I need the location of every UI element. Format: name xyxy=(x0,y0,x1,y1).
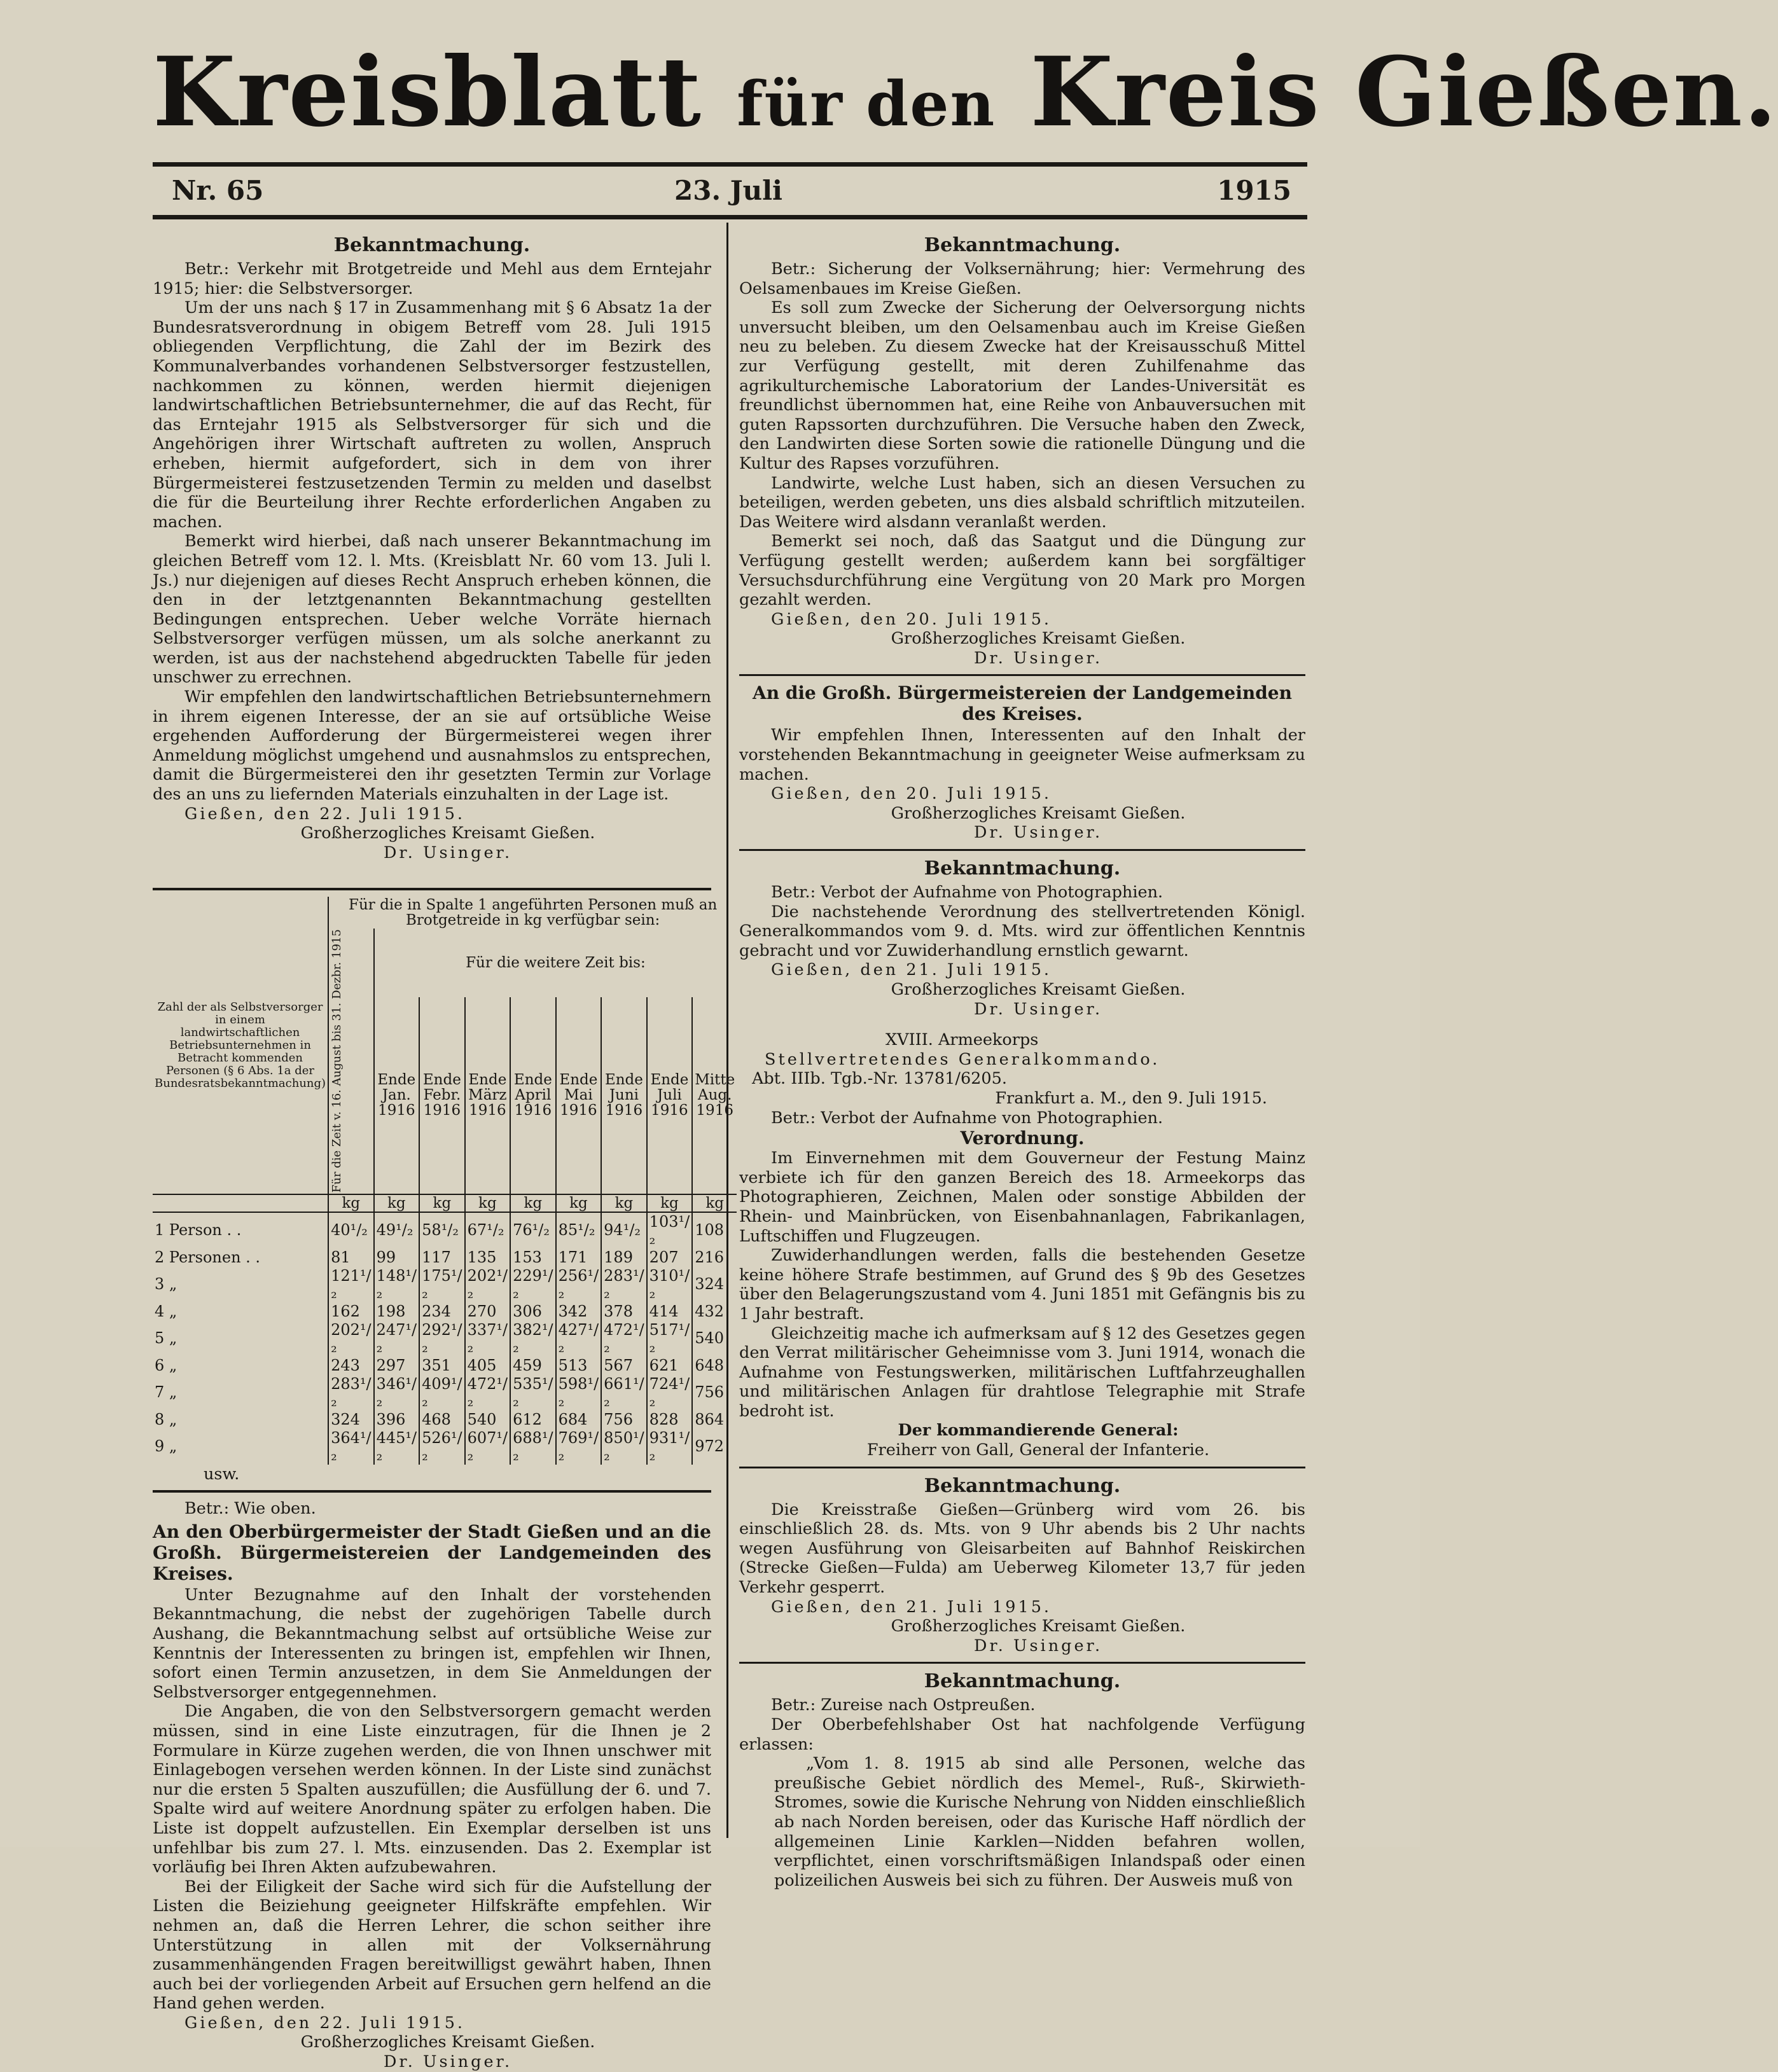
article-heading: Bekanntmachung. xyxy=(924,857,1121,880)
table-month-header: Ende Febr. 1916 xyxy=(419,997,465,1194)
table-row xyxy=(153,1302,737,1321)
table-cell: 351 xyxy=(419,1357,465,1375)
article-paragraph: Die Angaben, die von den Selbstversorgern gemacht werden müssen, sind in eine Liste einzutragen, für die Ihnen je 2 Formulare in Kürze zugehen werden, die von Ihnen unschwer mit Einlagebogen versehen werden können. In der Liste sind zunächst nur die ersten 5 Spalten auszufüllen; die Ausfüllung der 6. und 7. Spalte wird auf weitere Anordnung später zu erfolgen haben. Die Liste ist doppelt aufzustellen. Ein Exemplar derselben ist uns unfehlbar bis zum 27. l. Mts. einzusenden. Das 2. Exemplar ist vorläufig bei Ihren Akten aufzubewahren. xyxy=(153,1702,711,1877)
table-cell: 162 xyxy=(328,1302,374,1321)
dateline xyxy=(172,175,1291,213)
table-cell: 297 xyxy=(374,1357,420,1375)
masthead-rule-bottom xyxy=(153,215,1307,219)
article-place-date: Gießen, den 21. Juli 1915. xyxy=(771,1597,1052,1617)
article-signature: Dr. Usinger. xyxy=(973,1636,1103,1655)
table-cell: 567 xyxy=(601,1357,647,1375)
table-cell: 229¹/₂ xyxy=(510,1267,556,1302)
article-office: Großherzogliches Kreisamt Gießen. xyxy=(891,980,1186,999)
table-row-label: 7 „ xyxy=(153,1375,328,1411)
article-office: Großherzogliches Kreisamt Gießen. xyxy=(891,1617,1186,1636)
table-cell: 243 xyxy=(328,1357,374,1375)
command-reference: Abt. IIIb. Tgb.-Nr. 13781/6205. xyxy=(752,1069,1007,1089)
table-unit: kg xyxy=(705,1194,725,1212)
table-cell: 459 xyxy=(510,1357,556,1375)
table-cell: 517¹/₂ xyxy=(647,1321,693,1357)
article-paragraph: Gleichzeitig mache ich aufmerksam auf § 12 des Gesetzes gegen den Verrat militärischer Geheimnisse vom 3. Juni 1914, wonach die Aufnahme von Festungswerken, militärischen Luftfahrzeughallen und militärischen Anlagen für drahtlose Telegraphie mit Strafe bedroht ist. xyxy=(739,1323,1305,1421)
article-subject: Betr.: Sicherung der Volksernährung; hier: Vermehrung des Oelsamenbaues im Kreise Gießen. xyxy=(739,259,1305,298)
table-cell: 661¹/₂ xyxy=(601,1375,647,1411)
article-paragraph: Um der uns nach § 17 in Zusammenhang mit § 6 Absatz 1a der Bundesratsverordnung in obigem Betreff vom 28. Juli 1915 obliegenden Verpflichtung, die Zahl der im Bezirk des Kommunalverbandes vorhandenen Selbstversorger festzustellen, nachkommen zu können, werden hiermit diejenigen landwirtschaftlichen Betriebsunternehmer, die auf das Recht, für das Erntejahr 1915 als Selbstversorger für sich und die Angehörigen ihrer Wirtschaft auftreten zu wollen, Anspruch erheben, hiermit aufgefordert, sich in dem von ihrer Bürgermeisterei festzusetzenden Termin zu melden und daselbst die für die Beurteilung ihrer Rechte erforderlichen Angaben zu machen. xyxy=(153,298,711,532)
article-paragraph: Die nachstehende Verordnung des stellvertretenden Königl. Generalkommandos vom 9. d. Mts. wird zur öffentlichen Kenntnis gebracht und vor Zuwiderhandlung ernstlich gewarnt. xyxy=(739,902,1305,960)
article-heading: Bekanntmachung. xyxy=(924,1670,1121,1693)
table-cell: 310¹/₂ xyxy=(647,1267,693,1302)
table-row xyxy=(153,1248,737,1267)
article-subject: Betr.: Verbot der Aufnahme von Photographien. xyxy=(771,883,1163,902)
table-month-header: Ende Juni 1916 xyxy=(601,997,647,1194)
issue-date: 23. Juli xyxy=(674,175,783,206)
table-cell: 85¹/₂ xyxy=(556,1212,602,1248)
table-cell: 828 xyxy=(647,1411,693,1429)
table-sub-header: Für die weitere Zeit bis: xyxy=(466,955,646,972)
table-unit: kg xyxy=(647,1194,693,1212)
table-cell: 324 xyxy=(328,1411,374,1429)
table-cell: 850¹/₂ xyxy=(601,1429,647,1465)
table-cell: 40¹/₂ xyxy=(328,1212,374,1248)
table-month-header: Ende März 1916 xyxy=(465,997,511,1194)
article-rule xyxy=(739,849,1305,851)
table-row-label: 3 „ xyxy=(153,1267,328,1302)
table-cell: 472¹/₂ xyxy=(601,1321,647,1357)
table-month-header: Mitte Aug. 1916 xyxy=(695,1072,735,1119)
table-cell: 121¹/₂ xyxy=(328,1267,374,1302)
table-cell: 256¹/₂ xyxy=(556,1267,602,1302)
table-cell: 756 xyxy=(695,1383,724,1402)
right-column xyxy=(739,230,1305,1890)
article-place-date: Gießen, den 20. Juli 1915. xyxy=(771,784,1052,804)
left-column xyxy=(153,230,735,2072)
article-office: Großherzogliches Kreisamt Gießen. xyxy=(300,2033,595,2052)
table-row-label: 4 „ xyxy=(153,1302,328,1321)
table-cell: 103¹/₂ xyxy=(647,1212,693,1248)
table-cell: 108 xyxy=(695,1221,724,1240)
command-name: Stellvertretendes Generalkommando. xyxy=(765,1049,1160,1069)
table-cell: 414 xyxy=(647,1302,693,1321)
table-row xyxy=(153,1375,737,1411)
table-cell: 283¹/₂ xyxy=(328,1375,374,1411)
command-place-date: Frankfurt a. M., den 9. Juli 1915. xyxy=(995,1088,1267,1108)
table-row-label: 1 Person . . xyxy=(153,1212,328,1248)
table-cell: 324 xyxy=(695,1275,724,1294)
table-row-label: 9 „ xyxy=(153,1429,328,1465)
table-month-header: Ende Mai 1916 xyxy=(556,997,602,1194)
article-place-date: Gießen, den 22. Juli 1915. xyxy=(184,804,466,824)
table-cell: 864 xyxy=(695,1410,724,1428)
masthead xyxy=(153,36,1778,158)
table-cell: 396 xyxy=(374,1411,420,1429)
article-paragraph: Landwirte, welche Lust haben, sich an diesen Versuchen zu beteiligen, werden gebeten, uns dies alsbald schriftlich mitzuteilen. Das Weitere wird alsdann veranlaßt werden. xyxy=(739,473,1305,532)
article-heading: An den Oberbürgermeister der Stadt Gießen und an die Großh. Bürgermeistereien der Landgemeinden des Kreises. xyxy=(153,1521,711,1584)
article-office: Großherzogliches Kreisamt Gießen. xyxy=(891,803,1186,823)
table-cell: 247¹/₂ xyxy=(374,1321,420,1357)
decree-heading: Verordnung. xyxy=(960,1128,1085,1149)
article-paragraph: Zuwiderhandlungen werden, falls die bestehenden Gesetze keine höhere Strafe bestimmen, auf Grund des § 9b des Gesetzes über den Belagerungszustand vom 4. Juni 1851 mit Gefängnis bis zu 1 Jahr bestraft. xyxy=(739,1246,1305,1323)
article-subject: Betr.: Verkehr mit Brotgetreide und Mehl aus dem Erntejahr 1915; hier: die Selbstversorger. xyxy=(153,259,711,298)
table-row xyxy=(153,1411,737,1429)
table-cell: 409¹/₂ xyxy=(419,1375,465,1411)
table-unit: kg xyxy=(419,1194,465,1212)
table-cell: 117 xyxy=(419,1248,465,1267)
article-paragraph: Der Oberbefehlshaber Ost hat nachfolgende Verfügung erlassen: xyxy=(739,1715,1305,1754)
article-paragraph: Unter Bezugnahme auf den Inhalt der vorstehenden Bekanntmachung, die nebst der zugehörigen Tabelle durch Aushang, die Bekanntmachung selbst auf ortsübliche Weise zur Kenntnis der Interessenten zu bringen ist, empfehlen wir Ihnen, sofort einen Termin anzusetzen, in dem Sie Anmeldungen der Selbstversorger entgegennehmen. xyxy=(153,1585,711,1702)
table-cell: 189 xyxy=(601,1248,647,1267)
issue-year: 1915 xyxy=(1217,175,1291,206)
article-paragraph: Bemerkt sei noch, daß das Saatgut und die Düngung zur Verfügung gestellt werden; außerdem kann bei sorgfältiger Versuchsdurchführung eine Vergütung von 20 Mark pro Morgen gezahlt werden. xyxy=(739,532,1305,610)
table-cell: 49¹/₂ xyxy=(374,1212,420,1248)
table-cell: 346¹/₂ xyxy=(374,1375,420,1411)
table-unit: kg xyxy=(601,1194,647,1212)
table-top-header: Für die in Spalte 1 angeführten Personen muß an Brotgetreide in kg verfügbar sein: xyxy=(349,897,718,929)
article-office: Großherzogliches Kreisamt Gießen. xyxy=(891,629,1186,649)
table-cell: 76¹/₂ xyxy=(510,1212,556,1248)
table-month-header: Ende Juli 1916 xyxy=(647,997,693,1194)
table-cell: 468 xyxy=(419,1411,465,1429)
table-cell: 621 xyxy=(647,1357,693,1375)
table-cell: 648 xyxy=(695,1356,724,1374)
article-heading: Bekanntmachung. xyxy=(333,234,531,256)
table-cell: 342 xyxy=(556,1302,602,1321)
article-signature: Dr. Usinger. xyxy=(383,2052,513,2072)
table-cell: 427¹/₂ xyxy=(556,1321,602,1357)
corps-name: XVIII. Armeekorps xyxy=(886,1030,1039,1050)
general-name: Freiherr von Gall, General der Infanterie. xyxy=(866,1440,1210,1460)
table-row xyxy=(153,1357,737,1375)
article-place-date: Gießen, den 22. Juli 1915. xyxy=(184,2013,466,2033)
issue-number: Nr. 65 xyxy=(172,175,264,206)
table-cell: 202¹/₂ xyxy=(465,1267,511,1302)
article-heading: Bekanntmachung. xyxy=(924,1474,1121,1497)
table-cell: 81 xyxy=(328,1248,374,1267)
grain-table xyxy=(153,897,737,1464)
article-office: Großherzogliches Kreisamt Gießen. xyxy=(300,824,595,843)
article-rule xyxy=(739,1662,1305,1664)
article-paragraph: Wir empfehlen den landwirtschaftlichen Betriebsunternehmern in ihrem eigenen Interesse, der an sie auf ortsübliche Weise ergehenden Aufforderung der Bürgermeisterei wegen ihrer Anmeldung möglichst umgehend und ausnahmslos zu entsprechen, damit die Bürgermeisterei den ihr gesetzten Termin zur Vorlage des an uns zu liefernden Materials einzuhalten in der Lage ist. xyxy=(153,687,711,805)
article-heading: Bekanntmachung. xyxy=(924,234,1121,256)
table-cell: 612 xyxy=(510,1411,556,1429)
table-cell: 769¹/₂ xyxy=(556,1429,602,1465)
table-cell: 58¹/₂ xyxy=(419,1212,465,1248)
article-quote: „Vom 1. 8. 1915 ab sind alle Personen, welche das preußische Gebiet nördlich des Memel-, Ruß-, Skirwieth-Stromes, sowie die Kurische Nehrung von Nidden einschließlich ab nach Norden bereisen, oder das Kurische Haff nördlich der allgemeinen Linie Karklen—Nidden befahren wollen, verpflichtet, einen vorschriftsmäßigen Inlandspaß oder einen polizeilichen Ausweis bei sich zu führen. Der Ausweis muß von xyxy=(774,1754,1305,1890)
table-rule-bottom xyxy=(153,1490,711,1493)
table-month-header: Ende Jan. 1916 xyxy=(374,997,420,1194)
table-cell: 382¹/₂ xyxy=(510,1321,556,1357)
table-row-label: 2 Personen . . xyxy=(153,1248,328,1267)
table-unit: kg xyxy=(374,1194,420,1212)
table-cell: 540 xyxy=(465,1411,511,1429)
table-cell: 171 xyxy=(556,1248,602,1267)
table-cell: 378 xyxy=(601,1302,647,1321)
table-unit: kg xyxy=(510,1194,556,1212)
table-row xyxy=(153,1429,737,1465)
table-col1-header: Zahl der als Selbstversorger in einem landwirtschaftlichen Betriebsunternehmen in Betracht kommenden Personen (§ 6 Abs. 1a der Bundesratsbekanntmachung) xyxy=(153,897,328,1194)
table-month-header: Ende April 1916 xyxy=(510,997,556,1194)
article-rule xyxy=(739,674,1305,676)
masthead-rule-top xyxy=(153,162,1307,167)
article-rule xyxy=(739,1467,1305,1468)
table-cell: 445¹/₂ xyxy=(374,1429,420,1465)
table-cell: 234 xyxy=(419,1302,465,1321)
masthead-title-1: Kreisblatt xyxy=(153,36,702,148)
table-cell: 135 xyxy=(465,1248,511,1267)
table-cell: 405 xyxy=(465,1357,511,1375)
table-cell: 94¹/₂ xyxy=(601,1212,647,1248)
table-cell: 283¹/₂ xyxy=(601,1267,647,1302)
table-row-label: 6 „ xyxy=(153,1357,328,1375)
article-place-date: Gießen, den 20. Juli 1915. xyxy=(771,609,1052,629)
table-cell: 598¹/₂ xyxy=(556,1375,602,1411)
table-row xyxy=(153,1267,737,1302)
table-cell: 202¹/₂ xyxy=(328,1321,374,1357)
table-cell: 198 xyxy=(374,1302,420,1321)
table-usw: usw. xyxy=(204,1464,240,1484)
table-cell: 207 xyxy=(647,1248,693,1267)
table-row xyxy=(153,1321,737,1357)
article-signature: Dr. Usinger. xyxy=(973,999,1103,1019)
article-place-date: Gießen, den 21. Juli 1915. xyxy=(771,960,1052,980)
article-paragraph: Wir empfehlen Ihnen, Interessenten auf den Inhalt der vorstehenden Bekanntmachung in geeigneter Weise aufmerksam zu machen. xyxy=(739,726,1305,784)
table-cell: 99 xyxy=(374,1248,420,1267)
article-paragraph: Im Einvernehmen mit dem Gouverneur der Festung Mainz verbiete ich für den ganzen Bereich des 18. Armeekorps das Photographieren, Zeichnen, Malen oder sonstige Abbilden der Rhein- und Mainbrücken, von Eisenbahnanlagen, Fabrikanlagen, Luftschiffen und Flugzeugen. xyxy=(739,1149,1305,1246)
table-unit: kg xyxy=(328,1194,374,1212)
table-cell: 306 xyxy=(510,1302,556,1321)
article-paragraph: Bemerkt wird hierbei, daß nach unserer Bekanntmachung im gleichen Betreff vom 12. l. Mts. (Kreisblatt Nr. 60 vom 13. Juli l. Js.) nur diejenigen auf dieses Recht Anspruch erheben können, die den in der letztgenannten Bekanntmachung gestellten Bedingungen entsprechen. Ueber welche Vorräte hiernach Selbstversorger verfügen müssen, um als solche anerkannt zu werden, ist aus der nachstehend abgedruckten Tabelle für jeden unschwer zu errechnen. xyxy=(153,532,711,687)
article-paragraph: Es soll zum Zwecke der Sicherung der Oelversorgung nichts unversucht bleiben, um den Oelsamenbau auch im Kreise Gießen neu zu beleben. Zu diesem Zwecke hat der Kreisausschuß Mittel zur Verfügung gestellt, mit deren Zuhilfenahme das agrikulturchemische Laboratorium der Landes-Universität es freundlichst übernommen hat, eine Reihe von Anbauversuchen mit guten Rapssorten durchzuführen. Die Versuche haben den Zweck, den Landwirten diese Sorten sowie die rationelle Düngung und die Kultur des Rapses vorzuführen. xyxy=(739,298,1305,473)
table-cell: 526¹/₂ xyxy=(419,1429,465,1465)
table-cell: 148¹/₂ xyxy=(374,1267,420,1302)
table-cell: 67¹/₂ xyxy=(465,1212,511,1248)
table-cell: 432 xyxy=(695,1302,724,1320)
table-cell: 292¹/₂ xyxy=(419,1321,465,1357)
table-cell: 153 xyxy=(510,1248,556,1267)
masthead-title-3: Kreis Gießen. xyxy=(1030,36,1778,148)
article-signature: Dr. Usinger. xyxy=(973,823,1103,843)
table-unit: kg xyxy=(556,1194,602,1212)
table-row xyxy=(153,1212,737,1248)
table-cell: 607¹/₂ xyxy=(465,1429,511,1465)
table-cell: 931¹/₂ xyxy=(647,1429,693,1465)
table-cell: 472¹/₂ xyxy=(465,1375,511,1411)
table-cell: 724¹/₂ xyxy=(647,1375,693,1411)
table-cell: 364¹/₂ xyxy=(328,1429,374,1465)
table-row-label: 8 „ xyxy=(153,1411,328,1429)
table-cell: 175¹/₂ xyxy=(419,1267,465,1302)
article-subject: Betr.: Zureise nach Ostpreußen. xyxy=(771,1696,1036,1715)
general-title: Der kommandierende General: xyxy=(898,1421,1179,1440)
table-cell: 684 xyxy=(556,1411,602,1429)
table-cell: 535¹/₂ xyxy=(510,1375,556,1411)
article-paragraph: Die Kreisstraße Gießen—Grünberg wird vom 26. bis einschließlich 28. ds. Mts. von 9 Uhr abends bis 2 Uhr nachts wegen Ausführung von Gleisarbeiten auf Bahnhof Reiskirchen (Strecke Gießen—Fulda) am Ueberweg Kilometer 13,7 für jeden Verkehr gesperrt. xyxy=(739,1500,1305,1598)
table-cell: 216 xyxy=(695,1248,724,1266)
article-signature: Dr. Usinger. xyxy=(383,843,513,862)
table-cell: 513 xyxy=(556,1357,602,1375)
table-cell: 688¹/₂ xyxy=(510,1429,556,1465)
article-signature: Dr. Usinger. xyxy=(973,648,1103,668)
table-cell: 337¹/₂ xyxy=(465,1321,511,1357)
table-rule xyxy=(153,888,711,890)
article-heading: An die Großh. Bürgermeistereien der Landgemeinden des Kreises. xyxy=(753,682,1292,725)
article-subject: Betr.: Verbot der Aufnahme von Photographien. xyxy=(771,1108,1163,1128)
table-cell: 270 xyxy=(465,1302,511,1321)
article-subject: Betr.: Wie oben. xyxy=(184,1499,316,1519)
table-cell: 540 xyxy=(695,1329,724,1348)
table-rotated-header: Für die Zeit v. 16. August bis 31. Dezbr. 1915 xyxy=(330,929,344,1193)
table-unit: kg xyxy=(465,1194,511,1212)
table-row-label: 5 „ xyxy=(153,1321,328,1357)
article-paragraph: Bei der Eiligkeit der Sache wird sich für die Aufstellung der Listen die Beiziehung geeigneter Hilfskräfte empfehlen. Wir nehmen an, daß die Herren Lehrer, die schon seither ihre Unterstützung in allen mit der Volksernährung zusammenhängenden Fragen bereitwilligst gewährt haben, Ihnen auch bei der vorliegenden Arbeit auf Ersuchen gern helfend an die Hand gehen werden. xyxy=(153,1877,711,2013)
table-cell: 756 xyxy=(601,1411,647,1429)
table-cell: 972 xyxy=(695,1437,724,1456)
masthead-title-2: für den xyxy=(737,68,996,140)
grain-table-body xyxy=(153,1212,737,1465)
